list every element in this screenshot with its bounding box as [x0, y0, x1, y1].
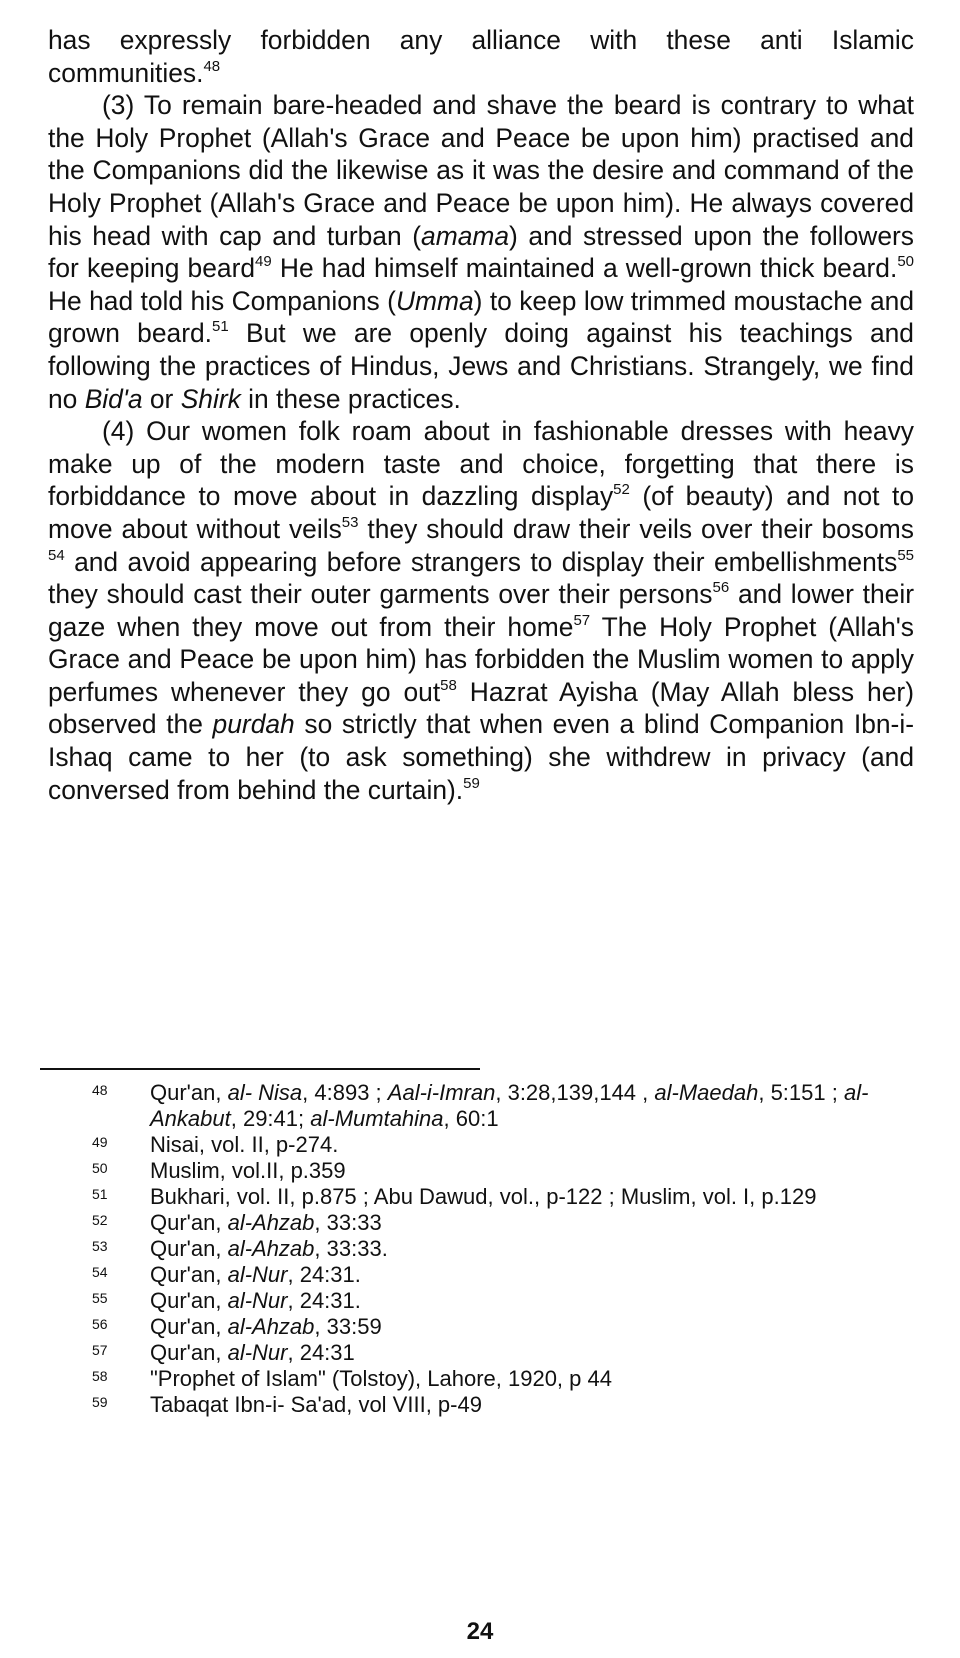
p2-text-8: in these practices.	[240, 383, 461, 414]
footnote-ref-55: 55	[897, 546, 914, 564]
footnote-ref-50: 50	[897, 253, 914, 271]
footnote-text: Tabaqat Ibn-i- Sa'ad, vol VIII, p-49	[150, 1392, 482, 1417]
footnote-ref-53: 53	[341, 513, 359, 531]
footnote-ref-48: 48	[203, 57, 221, 75]
p2-text-2: ) and stressed upon the followers for keeping beard	[48, 220, 914, 284]
p3-text-6: and lower their gaze when they move out from their home	[48, 579, 914, 642]
footnote-ref-52: 52	[613, 481, 630, 499]
footnote-number: 49	[92, 1134, 108, 1150]
p2-text-6: But we are openly doing against his teachings and following the practices of Hindus, Jews and Christians. Strangely, we find no	[48, 318, 914, 414]
footnote-divider	[40, 1068, 480, 1070]
footnote-text: Muslim, vol.II, p.359	[150, 1158, 346, 1183]
paragraph-1	[48, 24, 914, 89]
footnote-ref-58: 58	[440, 676, 457, 694]
body-text	[48, 24, 914, 806]
footnote-text: Qur'an, al-Nur, 24:31.	[150, 1288, 361, 1313]
footnote-text: Bukhari, vol. II, p.875 ; Abu Dawud, vol., p-122 ; Muslim, vol. I, p.129	[150, 1184, 817, 1209]
p2-text-7: or	[142, 383, 181, 414]
footnote-text: Qur'an, al-Ahzab, 33:33.	[150, 1236, 388, 1261]
footnote-51	[92, 1184, 922, 1210]
footnote-59	[92, 1392, 922, 1418]
footnote-53	[92, 1236, 922, 1262]
p2-text-1: (3) To remain bare-headed and shave the beard is contrary to what the Holy Prophet (Allah's Grace and Peace be upon him) practised and the Companions did the likewise as it was the desire and command of the Holy Prophet (Allah's Grace and Peace be upon him). He always covered his head with cap and turban (	[48, 90, 914, 251]
footnote-ref-49: 49	[255, 253, 272, 271]
p3-text-5: they should cast their outer garments over their persons	[48, 579, 713, 610]
footnote-number: 52	[92, 1212, 108, 1228]
footnote-number: 53	[92, 1238, 108, 1254]
p2-text-3: He had himself maintained a well-grown thick beard.	[271, 253, 898, 284]
p3-text-8: Hazrat Ayisha (May Allah bless her) observed the	[48, 676, 914, 740]
footnote-54	[92, 1262, 922, 1288]
p3-text-9: so strictly that when even a blind Companion Ibn-i-Ishaq came to her (to ask something) she withdrew in privacy (and conversed from behind the curtain).	[48, 709, 915, 805]
footnote-ref-51: 51	[212, 318, 229, 336]
p3-text-2: (of beauty) and not to move about without veils	[48, 481, 914, 544]
footnote-50	[92, 1158, 922, 1184]
footnote-text: "Prophet of Islam" (Tolstoy), Lahore, 1920, p 44	[150, 1366, 612, 1391]
p3-term-purdah: purdah	[212, 709, 295, 740]
paragraph-1-text: has expressly forbidden any alliance with these anti Islamic communities.	[48, 25, 914, 88]
p2-term-amama: amama	[421, 220, 510, 251]
footnotes	[92, 1080, 922, 1418]
footnote-58	[92, 1366, 922, 1392]
footnote-text: Qur'an, al-Ahzab, 33:33	[150, 1210, 382, 1235]
footnote-ref-57: 57	[573, 611, 591, 629]
footnote-number: 57	[92, 1342, 108, 1358]
footnote-48	[92, 1080, 922, 1132]
footnote-text: Qur'an, al-Nur, 24:31	[150, 1340, 355, 1365]
paragraph-2	[48, 89, 914, 415]
p2-term-shirk: Shirk	[180, 383, 241, 414]
footnote-text: Qur'an, al-Nur, 24:31.	[150, 1262, 361, 1287]
footnote-number: 54	[92, 1264, 108, 1280]
p3-text-7: The Holy Prophet (Allah's Grace and Peace be upon him) has forbidden the Muslim women to apply perfumes whenever they go out	[48, 611, 914, 707]
footnote-ref-56: 56	[712, 579, 730, 597]
footnote-text: Qur'an, al- Nisa, 4:893 ; Aal-i-Imran, 3:28,139,144 , al-Maedah, 5:151 ; al-Ankabut, 29:41; al-Mumtahina, 60:1	[150, 1080, 869, 1131]
p3-text-3: they should draw their veils over their bosoms	[358, 513, 914, 544]
footnote-text: Qur'an, al-Ahzab, 33:59	[150, 1314, 382, 1339]
footnote-ref-54: 54	[48, 546, 65, 564]
footnote-55	[92, 1288, 922, 1314]
footnote-number: 55	[92, 1290, 108, 1306]
footnote-52	[92, 1210, 922, 1236]
footnote-number: 59	[92, 1394, 108, 1410]
paragraph-3	[48, 415, 914, 806]
p2-text-4: He had told his Companions (	[48, 285, 396, 316]
footnote-text: Nisai, vol. II, p-274.	[150, 1132, 339, 1157]
footnote-49	[92, 1132, 922, 1158]
footnote-56	[92, 1314, 922, 1340]
p2-term-umma: Umma	[395, 285, 474, 316]
p3-text-1: (4) Our women folk roam about in fashionable dresses with heavy make up of the modern taste and choice, forgetting that there is forbiddance to move about in dazzling display	[48, 416, 914, 512]
p3-text-4: and avoid appearing before strangers to display their embellishments	[64, 546, 898, 577]
footnote-number: 50	[92, 1160, 108, 1176]
page-number: 24	[466, 1618, 494, 1645]
footnote-number: 48	[92, 1082, 108, 1098]
footnote-ref-59: 59	[463, 774, 480, 792]
footnote-57	[92, 1340, 922, 1366]
p2-term-bida: Bid'a	[84, 383, 143, 414]
footnote-number: 58	[92, 1368, 108, 1384]
footnote-number: 51	[92, 1186, 108, 1202]
footnote-number: 56	[92, 1316, 108, 1332]
p2-text-5: ) to keep low trimmed moustache and grown beard.	[48, 285, 915, 349]
